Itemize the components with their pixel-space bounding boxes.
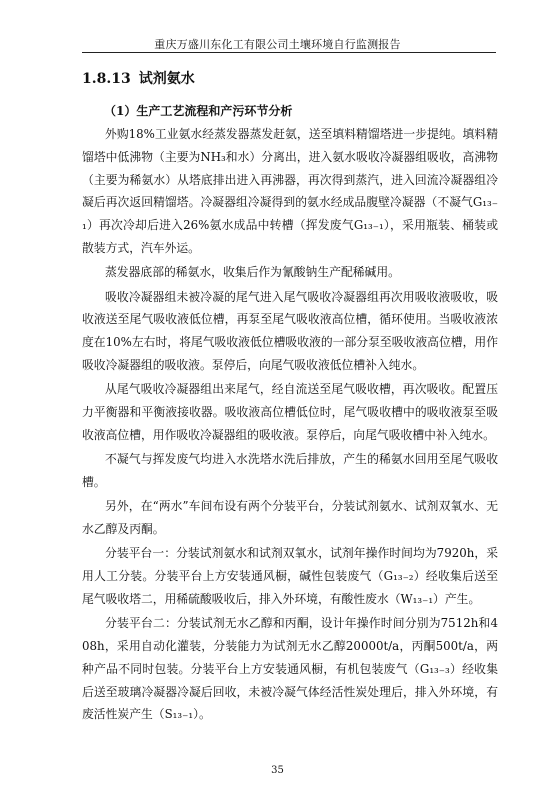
header-divider	[82, 52, 496, 53]
section-number: 1.8.13	[82, 71, 131, 87]
paragraph: 吸收冷凝器组未被冷凝的尾气进入尾气吸收冷凝器组再次用吸收液吸收，吸收液送至尾气吸收液低位槽，再泵至尾气吸收液高位槽，循环使用。当吸收液浓度在10%左右时，将尾气吸收液低位槽吸收液的一部分泵至吸收液高位槽，用作吸收冷凝器组的吸收液。泵停后，向尾气吸收液低位槽补入纯水。	[82, 289, 498, 372]
body-text	[82, 123, 498, 728]
paragraph: 外购18%工业氨水经蒸发器蒸发赶氨，送至填料精馏塔进一步提纯。填料精馏塔中低沸物（主要为NH₃和水）分离出，进入氨水吸收冷凝器组吸收，高沸物（主要为稀氨水）从塔底排出进入再沸器，再次得到蒸汽，进入回流冷凝器组冷凝后再次返回精馏塔。冷凝器组冷凝得到的氨水经成品腹壁冷凝器（不凝气G₁₃₋₁）再次冷却后进入26%氨水成品中转槽（挥发废气G₁₃₋₁），采用瓶装、桶装或散装方式，汽车外运。	[82, 127, 498, 255]
section-title: 试剂氨水	[138, 71, 195, 87]
section-heading	[82, 68, 195, 88]
paragraph: 从尾气吸收冷凝器组出来尾气，经自流送至尾气吸收槽，再次吸收。配置压力平衡器和平衡液接收器。吸收液高位槽低位时，尾气吸收槽中的吸收液泵至吸收液高位槽，用作吸收冷凝器组的吸收液。泵停后，向尾气吸收槽中补入纯水。	[82, 382, 498, 442]
paragraph: 分装平台二：分装试剂无水乙醇和丙酮，设计年操作时间分别为7512h和408h，采用自动化灌装，分装能力为试剂无水乙醇20000t/a，丙酮500t/a，两种产品不同时包装。分装平台上方安装通风橱，有机包装废气（G₁₃₋₃）经收集后送至玻璃冷凝器冷凝后回收，未被冷凝气体经活性炭处理后，排入外环境，有废活性炭产生（S₁₃₋₁）。	[82, 616, 498, 722]
paragraph: 蒸发器底部的稀氨水，收集后作为氰酸钠生产配稀碱用。	[105, 265, 400, 280]
subsection-heading: （1）生产工艺流程和产污环节分析	[104, 104, 293, 118]
paragraph: 不凝气与挥发废气均进入水洗塔水洗后排放，产生的稀氨水回用至尾气吸收槽。	[82, 452, 498, 489]
running-header: 重庆万盛川东化工有限公司土壤环境自行监测报告	[154, 38, 401, 51]
page-number: 35	[271, 765, 284, 776]
paragraph: 另外，在“两水”车间布设有两个分装平台，分装试剂氨水、试剂双氧水、无水乙醇及丙酮。	[82, 499, 498, 537]
paragraph: 分装平台一：分装试剂氨水和试剂双氧水，试剂年操作时间均为7920h，采用人工分装。分装平台上方安装通风橱，碱性包装废气（G₁₃₋₂）经收集后送至尾气吸收塔二，用稀硫酸吸收后，排入外环境，有酸性废水（W₁₃₋₁）产生。	[82, 546, 498, 606]
